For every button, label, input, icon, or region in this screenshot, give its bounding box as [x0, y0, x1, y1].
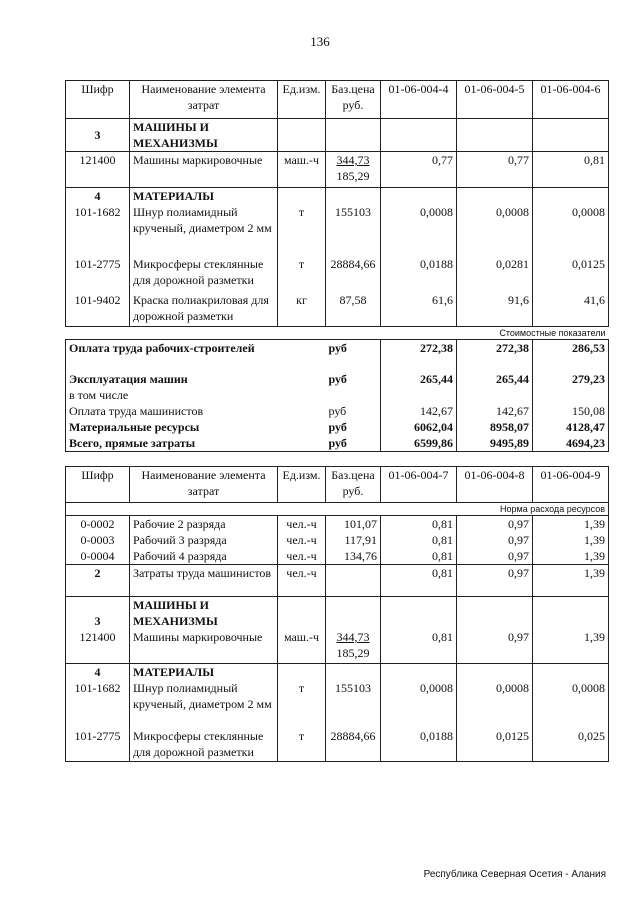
- row-value-3: 1,39: [533, 629, 609, 663]
- section-title: МАШИНЫ И МЕХАНИЗМЫ: [130, 119, 278, 152]
- row-unit: маш.-ч: [278, 629, 326, 663]
- section-row: [66, 597, 609, 630]
- row-value-1: 0,81: [381, 629, 457, 663]
- cost-row: [66, 339, 609, 371]
- header-name: Наименование элемента затрат: [130, 81, 278, 119]
- row-value-1: 0,81: [381, 532, 457, 548]
- section-row: [66, 119, 609, 152]
- section-code: 4: [66, 188, 130, 205]
- cost-unit: руб: [326, 371, 381, 387]
- row-value-2: 0,0008: [457, 680, 533, 728]
- cost-value-1: 142,67: [381, 403, 457, 419]
- resource-table-2: [65, 466, 609, 762]
- row-value-1: 0,81: [381, 516, 457, 533]
- cost-value-3: 4128,47: [533, 419, 609, 435]
- header-code: Шифр: [66, 81, 130, 119]
- row-unit: кг: [278, 292, 326, 326]
- row-value-1: 0,0008: [381, 680, 457, 728]
- page-number: 136: [310, 34, 330, 49]
- table-header-row: [66, 81, 609, 119]
- row-name: Машины маркировочные: [130, 629, 278, 663]
- table-row: [66, 292, 609, 326]
- table-row: [66, 728, 609, 762]
- cost-value-3: 286,53: [533, 339, 609, 371]
- cost-value-3: 150,08: [533, 403, 609, 419]
- row-value-2: 0,77: [457, 152, 533, 188]
- table-row: [66, 565, 609, 597]
- row-value-2: 0,97: [457, 629, 533, 663]
- row-name: Рабочие 2 разряда: [130, 516, 278, 533]
- row-value-1: 0,81: [381, 548, 457, 565]
- header-price: Баз.цена руб.: [326, 467, 381, 503]
- cost-incl-label: в том числе: [66, 387, 326, 403]
- table-row: [66, 256, 609, 292]
- price-bottom: 185,29: [336, 169, 370, 183]
- row-value-1: 0,0188: [381, 728, 457, 762]
- row-price: [326, 152, 381, 188]
- row-unit: т: [278, 680, 326, 728]
- row-value-1: 0,81: [381, 565, 457, 597]
- cost-name: Всего, прямые затраты: [66, 435, 326, 452]
- row-value-3: 0,025: [533, 728, 609, 762]
- table-row: [66, 152, 609, 188]
- section-code: 4: [66, 663, 130, 680]
- cost-value-2: 142,67: [457, 403, 533, 419]
- row-code: 101-1682: [66, 204, 130, 256]
- row-value-1: 61,6: [381, 292, 457, 326]
- cost-value-1: 6599,86: [381, 435, 457, 452]
- row-unit: т: [278, 204, 326, 256]
- row-value-2: 0,97: [457, 548, 533, 565]
- cost-unit: руб: [326, 419, 381, 435]
- section-code: 3: [66, 597, 130, 630]
- row-unit: т: [278, 728, 326, 762]
- row-value-3: 0,81: [533, 152, 609, 188]
- table-row: [66, 516, 609, 533]
- row-value-3: 0,0008: [533, 680, 609, 728]
- cost-unit: руб: [326, 339, 381, 371]
- row-name: Микросферы стеклянные для дорожной разметки: [130, 256, 278, 292]
- row-unit: чел.-ч: [278, 516, 326, 533]
- cost-unit: руб: [326, 403, 381, 419]
- section-row: [66, 188, 609, 205]
- row-value-2: 0,97: [457, 565, 533, 597]
- table-row: [66, 548, 609, 565]
- cost-value-1: 272,38: [381, 339, 457, 371]
- cost-name: Эксплуатация машин: [66, 371, 326, 387]
- row-value-2: 91,6: [457, 292, 533, 326]
- header-col-1: 01-06-004-7: [381, 467, 457, 503]
- price-top: 344,73: [336, 153, 370, 167]
- cost-row: [66, 419, 609, 435]
- row-name: Машины маркировочные: [130, 152, 278, 188]
- cost-value-3: 279,23: [533, 371, 609, 387]
- cost-row: [66, 387, 609, 403]
- row-code: 121400: [66, 152, 130, 188]
- header-col-2: 01-06-004-5: [457, 81, 533, 119]
- row-value-3: 41,6: [533, 292, 609, 326]
- header-code: Шифр: [66, 467, 130, 503]
- header-unit: Ед.изм.: [278, 81, 326, 119]
- price-bottom: 185,29: [336, 646, 370, 660]
- header-unit: Ед.изм.: [278, 467, 326, 503]
- cost-name: Оплата труда рабочих-строителей: [66, 339, 326, 371]
- header-col-2: 01-06-004-8: [457, 467, 533, 503]
- cost-value-3: 4694,23: [533, 435, 609, 452]
- row-name: Рабочий 4 разряда: [130, 548, 278, 565]
- row-code: 0-0003: [66, 532, 130, 548]
- row-value-2: 0,97: [457, 516, 533, 533]
- row-price: [326, 629, 381, 663]
- note-row: [66, 326, 609, 339]
- row-value-2: 0,0008: [457, 204, 533, 256]
- header-name: Наименование элемента затрат: [130, 467, 278, 503]
- row-unit: чел.-ч: [278, 532, 326, 548]
- row-unit: маш.-ч: [278, 152, 326, 188]
- row-value-3: 1,39: [533, 532, 609, 548]
- row-value-3: 1,39: [533, 565, 609, 597]
- row-name: Микросферы стеклянные для дорожной разметки: [130, 728, 278, 762]
- cost-value-2: 8958,07: [457, 419, 533, 435]
- row-price: 155103: [326, 680, 381, 728]
- row-value-1: 0,0188: [381, 256, 457, 292]
- row-price: 155103: [326, 204, 381, 256]
- section-title: МАТЕРИАЛЫ: [130, 188, 278, 205]
- row-value-3: 1,39: [533, 548, 609, 565]
- table-header-row: [66, 467, 609, 503]
- cost-value-1: 6062,04: [381, 419, 457, 435]
- cost-value-2: 9495,89: [457, 435, 533, 452]
- note-consumption-norm: Норма расхода ресурсов: [66, 503, 609, 516]
- cost-row: [66, 371, 609, 387]
- cost-value-2: 265,44: [457, 371, 533, 387]
- note-row: [66, 503, 609, 516]
- row-price: 28884,66: [326, 728, 381, 762]
- row-code: 101-2775: [66, 728, 130, 762]
- note-cost-indicators: Стоимостные показатели: [66, 326, 609, 339]
- row-value-1: 0,0008: [381, 204, 457, 256]
- table-row: [66, 532, 609, 548]
- table-row: [66, 680, 609, 728]
- cost-value-2: 272,38: [457, 339, 533, 371]
- row-code: 101-9402: [66, 292, 130, 326]
- section-title: МАШИНЫ И МЕХАНИЗМЫ: [130, 597, 278, 630]
- row-value-3: 1,39: [533, 516, 609, 533]
- row-code: 2: [66, 565, 130, 597]
- row-value-2: 0,0125: [457, 728, 533, 762]
- row-price: 28884,66: [326, 256, 381, 292]
- row-code: 101-2775: [66, 256, 130, 292]
- cost-row: [66, 435, 609, 452]
- table-row: [66, 204, 609, 256]
- row-price: 101,07: [326, 516, 381, 533]
- section-row: [66, 663, 609, 680]
- table-row: [66, 629, 609, 663]
- header-col-3: 01-06-004-9: [533, 467, 609, 503]
- resource-table-1: [65, 80, 609, 452]
- row-price: 134,76: [326, 548, 381, 565]
- row-code: 0-0004: [66, 548, 130, 565]
- row-unit: т: [278, 256, 326, 292]
- row-code: 121400: [66, 629, 130, 663]
- header-price: Баз.цена руб.: [326, 81, 381, 119]
- row-name: Краска полиакриловая для дорожной разметки: [130, 292, 278, 326]
- row-value-1: 0,77: [381, 152, 457, 188]
- row-unit: чел.-ч: [278, 548, 326, 565]
- cost-value-1: 265,44: [381, 371, 457, 387]
- row-name: Шнур полиамидный крученый, диаметром 2 мм: [130, 680, 278, 728]
- row-price: 117,91: [326, 532, 381, 548]
- cost-unit: руб: [326, 435, 381, 452]
- header-col-3: 01-06-004-6: [533, 81, 609, 119]
- row-name: Шнур полиамидный крученый, диаметром 2 мм: [130, 204, 278, 256]
- row-value-2: 0,0281: [457, 256, 533, 292]
- cost-name: Материальные ресурсы: [66, 419, 326, 435]
- row-code: 0-0002: [66, 516, 130, 533]
- row-price: 87,58: [326, 292, 381, 326]
- row-name: Рабочий 3 разряда: [130, 532, 278, 548]
- section-code: 3: [66, 119, 130, 152]
- row-value-3: 0,0008: [533, 204, 609, 256]
- header-col-1: 01-06-004-4: [381, 81, 457, 119]
- row-name: Затраты труда машинистов: [130, 565, 278, 597]
- row-code: 101-1682: [66, 680, 130, 728]
- section-title: МАТЕРИАЛЫ: [130, 663, 278, 680]
- cost-name: Оплата труда машинистов: [66, 403, 326, 419]
- price-top: 344,73: [336, 630, 370, 644]
- row-unit: чел.-ч: [278, 565, 326, 597]
- footer-region: Республика Северная Осетия - Алания: [423, 869, 606, 880]
- cost-row: [66, 403, 609, 419]
- row-value-2: 0,97: [457, 532, 533, 548]
- row-value-3: 0,0125: [533, 256, 609, 292]
